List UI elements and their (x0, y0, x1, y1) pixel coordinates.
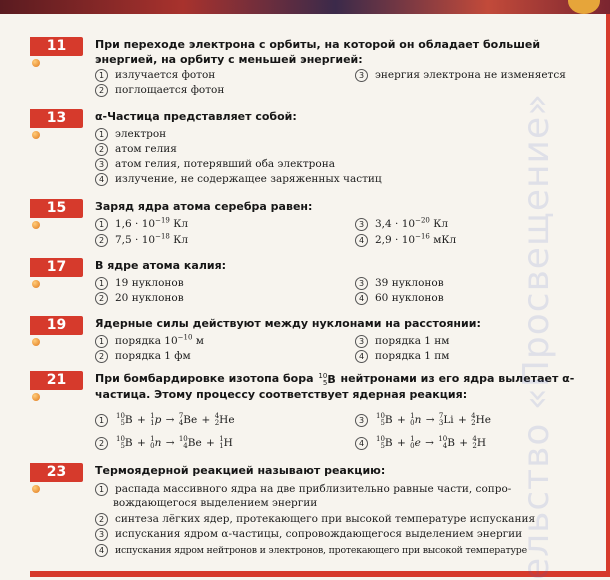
nuclide: 4 2 He (471, 412, 491, 427)
operator: → (162, 414, 178, 426)
operator: → (422, 414, 438, 426)
answer-option[interactable]: 1 излучается фотон (95, 69, 215, 82)
question-number: 19 (30, 316, 83, 335)
answer-option[interactable]: 3 порядка 1 нм (355, 335, 449, 348)
isotope-formula: 10 5 B (318, 371, 336, 387)
answer-option[interactable]: 1 электрон (95, 128, 166, 141)
nuclide: 10 5 B (116, 435, 133, 450)
answer-option[interactable] (95, 413, 236, 427)
question-number: 11 (30, 37, 83, 56)
answer-option[interactable]: 4 $2,9 \cdot 10^{-16}$ мКл (355, 234, 456, 247)
operator: + (393, 414, 410, 426)
nuclide: 7 3 Li (438, 412, 454, 427)
bullet-icon (32, 280, 40, 288)
question-text: В ядре атома калия: (95, 259, 227, 272)
answer-option[interactable]: 3 $3,4 \cdot 10^{-20}$ Кл (355, 218, 448, 231)
answer-option[interactable]: 2 синтеза лёгких ядер, протекающего при высокой температуре испускания (95, 513, 535, 526)
nuclide: 1 1 p (150, 412, 162, 427)
nuclide: 7 4 Be (178, 412, 198, 427)
option-number: 1 (95, 414, 108, 427)
nuclide: 10 4 B (438, 435, 455, 450)
answer-option-continued: вождающегося выделением энергии (113, 497, 318, 509)
answer-option[interactable]: 3 испускания ядром α-частицы, сопровождающегося выделением энергии (95, 528, 522, 541)
answer-option[interactable]: 4 излучение, не содержащее заряженных частиц (95, 173, 382, 186)
answer-option[interactable]: 4 испускания ядром нейтронов и электронов, протекающего при высокой температуре (95, 544, 527, 557)
operator: + (202, 437, 219, 449)
option-number: 2 (95, 437, 108, 450)
question-text: Ядерные силы действуют между нуклонами на расстоянии: (95, 317, 481, 330)
answer-option[interactable]: 3 энергия электрона не изменяется (355, 69, 566, 82)
answer-option[interactable]: 2 20 нуклонов (95, 292, 184, 305)
bottom-rule (30, 571, 606, 577)
question-text: Термоядерной реакцией называют реакцию: (95, 464, 386, 477)
answer-option[interactable]: 3 39 нуклонов (355, 277, 444, 290)
nuclide: 10 4 Be (178, 435, 202, 450)
bullet-icon (32, 485, 40, 493)
bullet-icon (32, 338, 40, 346)
operator: + (455, 437, 472, 449)
operator: + (133, 414, 150, 426)
answer-option[interactable]: 2 порядка 1 фм (95, 350, 191, 363)
answer-option[interactable]: 1 19 нуклонов (95, 277, 184, 290)
bullet-icon (32, 131, 40, 139)
question-number: 21 (30, 371, 83, 390)
answer-option[interactable]: 1 распада массивного ядра на две приблизительно равные части, сопро- (95, 483, 511, 496)
answer-option[interactable]: 4 60 нуклонов (355, 292, 444, 305)
question-text: α-Частица представляет собой: (95, 110, 297, 123)
answer-option[interactable] (95, 436, 234, 450)
bullet-icon (32, 393, 40, 401)
nuclide: 1 0 n (150, 435, 162, 450)
bullet-icon (32, 59, 40, 67)
nuclide: 1 1 H (219, 435, 233, 450)
operator: + (198, 414, 214, 426)
nuclide: 10 5 B (116, 412, 133, 427)
option-number: 3 (355, 414, 368, 427)
question-text: При бомбардировке изотопа бора 10 5 B нейтронами из его ядра вылетает α-частица. Этому процессу соответствует ядерная реакция: (95, 371, 575, 401)
answer-option[interactable]: 1 $1,6 \cdot 10^{-19}$ Кл (95, 218, 188, 231)
nuclide: 4 2 H (472, 435, 487, 450)
nuclide: 4 2 He (214, 412, 235, 427)
question-number: 23 (30, 463, 83, 482)
operator: → (162, 437, 178, 449)
nuclide: 10 5 B (376, 435, 393, 450)
nuclide: 1 0 n (410, 412, 422, 427)
answer-option[interactable]: 4 порядка 1 пм (355, 350, 449, 363)
answer-option[interactable]: 2 поглощается фотон (95, 84, 224, 97)
operator: + (393, 437, 410, 449)
answer-option[interactable]: 3 атом гелия, потерявший оба электрона (95, 158, 335, 171)
answer-option[interactable]: 2 $7,5 \cdot 10^{-18}$ Кл (95, 234, 188, 247)
nuclide: 1 0 e (410, 435, 421, 450)
operator: + (133, 437, 150, 449)
header-illustration (0, 0, 610, 14)
answer-option[interactable]: 2 атом гелия (95, 143, 177, 156)
operator: → (421, 437, 438, 449)
question-number: 15 (30, 199, 83, 218)
operator: + (454, 414, 471, 426)
question-number: 13 (30, 109, 83, 128)
bullet-icon (32, 221, 40, 229)
answer-option[interactable]: 1 порядка $10^{-10}$ м (95, 335, 204, 348)
question-text: При переходе электрона с орбиты, на которой он обладает большей энергией, на орбиту с меньшей энергией: (95, 38, 541, 66)
option-number: 4 (355, 437, 368, 450)
question-text: Заряд ядра атома серебра равен: (95, 200, 313, 213)
question-number: 17 (30, 258, 83, 277)
publisher-watermark: ельство «Просвещение» (516, 92, 557, 580)
answer-option[interactable] (355, 413, 492, 427)
answer-option[interactable] (355, 436, 487, 450)
nuclide: 10 5 B (376, 412, 393, 427)
